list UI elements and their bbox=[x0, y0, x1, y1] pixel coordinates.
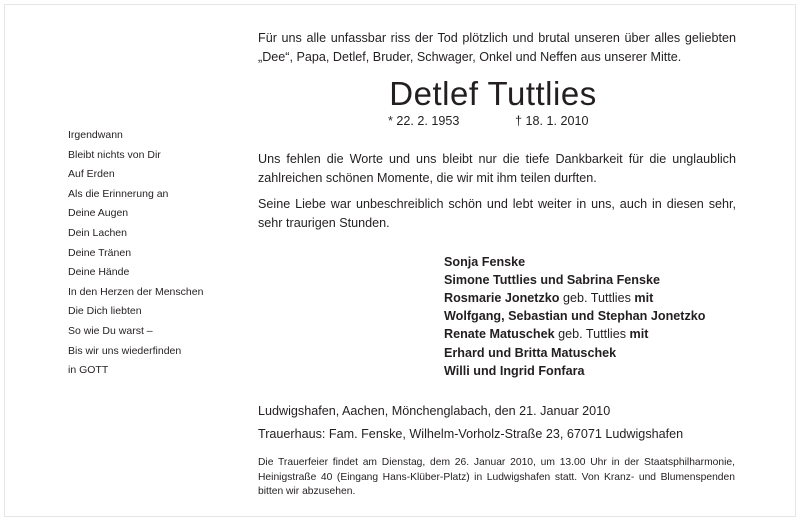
poem bbox=[68, 126, 238, 381]
mourner-line bbox=[444, 362, 744, 380]
maiden-name: geb. Tuttlies bbox=[559, 290, 635, 305]
poem-line: in GOTT bbox=[68, 364, 109, 377]
poem-line: Deine Hände bbox=[68, 266, 130, 279]
mourner-line bbox=[444, 344, 744, 362]
poem-line: In den Herzen der Menschen bbox=[68, 285, 204, 298]
conjunction: mit bbox=[634, 290, 654, 305]
birth-date: * 22. 2. 1953 bbox=[388, 114, 460, 129]
poem-line: Als die Erinnerung an bbox=[68, 187, 169, 200]
mourner-name: Sonja Fenske bbox=[444, 254, 526, 269]
mourning-house-address: Trauerhaus: Fam. Fenske, Wilhelm-Vorholz-Straße 23, 67071 Ludwigshafen bbox=[258, 426, 684, 441]
mourner-name: Wolfgang, Sebastian und Stephan Jonetzko bbox=[444, 309, 706, 324]
mourner-line bbox=[444, 253, 744, 271]
deceased-name: Detlef Tuttlies bbox=[389, 75, 597, 113]
notice-body bbox=[258, 29, 736, 500]
mourner-line bbox=[444, 289, 744, 307]
poem-line: Deine Augen bbox=[68, 207, 129, 220]
poem-line: Dein Lachen bbox=[68, 226, 127, 239]
mourner-name: Erhard und Britta Matuschek bbox=[444, 345, 617, 360]
maiden-name: geb. Tuttlies bbox=[554, 327, 630, 342]
place-and-date: Ludwigshafen, Aachen, Mönchenglabach, den 21. Januar 2010 bbox=[258, 403, 611, 418]
poem-line: Bis wir uns wiederfinden bbox=[68, 344, 182, 357]
mourner-name: Rosmarie Jonetzko bbox=[444, 290, 560, 305]
mourner-name: Renate Matuschek bbox=[444, 327, 555, 342]
mourner-line bbox=[444, 307, 744, 325]
poem-line: So wie Du warst – bbox=[68, 324, 153, 337]
mourners-list bbox=[444, 253, 744, 380]
love-paragraph: Seine Liebe war unbeschreiblich schön und lebt weiter in uns, auch in diesen sehr, sehr traurigen Stunden. bbox=[258, 197, 736, 230]
obituary-notice bbox=[4, 4, 796, 517]
mourner-name: Simone Tuttlies und Sabrina Fenske bbox=[444, 272, 660, 287]
poem-line: Auf Erden bbox=[68, 168, 115, 181]
gratitude-paragraph: Uns fehlen die Worte und uns bleibt nur die tiefe Dankbarkeit für die unglaublich zahlreichen schönen Momente, die wir mit ihm teilen durften. bbox=[258, 152, 736, 185]
poem-line: Bleibt nichts von Dir bbox=[68, 148, 161, 161]
conjunction: mit bbox=[629, 327, 649, 342]
intro-text: Für uns alle unfassbar riss der Tod plötzlich und brutal unseren über alles geliebten „Dee“, Papa, Detlef, Bruder, Schwager, Onkel und Neffen aus unserer Mitte. bbox=[258, 31, 736, 64]
mourner-line bbox=[444, 325, 744, 343]
funeral-ceremony-info: Die Trauerfeier findet am Dienstag, dem 26. Januar 2010, um 13.00 Uhr in der Staatsphilharmonie, Heinigstraße 40 (Eingang Hans-Klüber-Platz) in Ludwigshafen statt. Von Kranz- und Blumenspenden bitten wir abzusehen. bbox=[258, 456, 735, 498]
mourner-line bbox=[444, 271, 744, 289]
death-date: † 18. 1. 2010 bbox=[515, 114, 589, 129]
poem-line: Irgendwann bbox=[68, 129, 123, 141]
poem-line: Die Dich liebten bbox=[68, 305, 142, 318]
life-dates bbox=[258, 114, 736, 132]
mourner-name: Willi und Ingrid Fonfara bbox=[444, 363, 585, 378]
poem-line: Deine Tränen bbox=[68, 246, 132, 259]
